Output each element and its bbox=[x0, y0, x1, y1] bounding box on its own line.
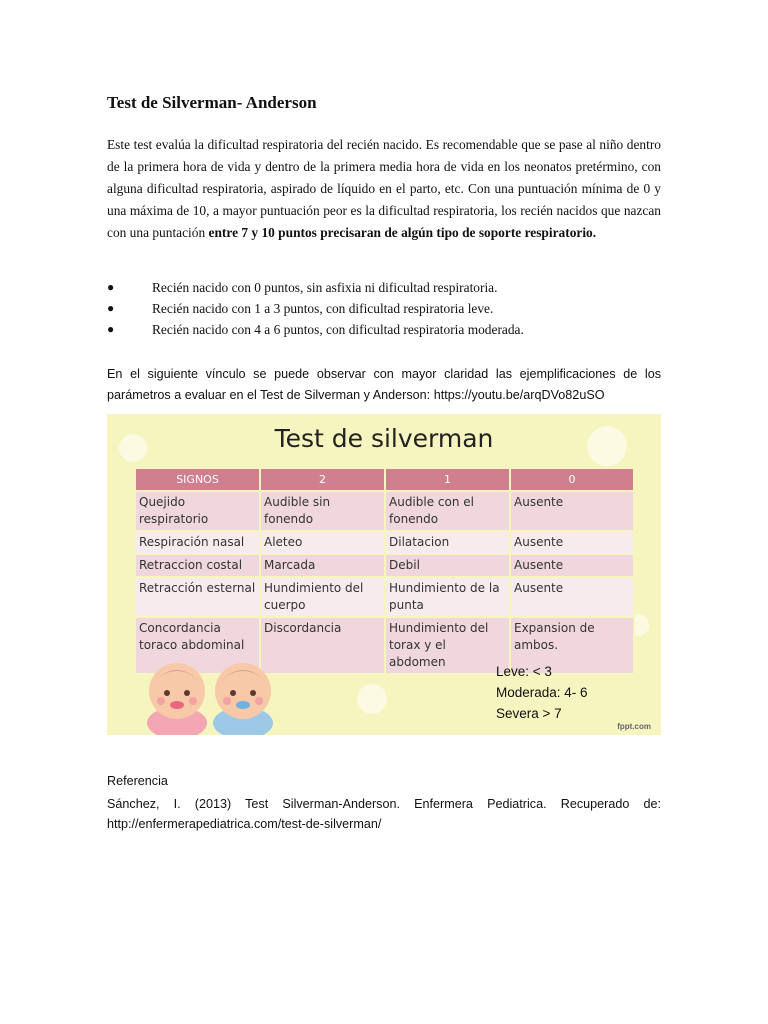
bullet-item bbox=[107, 319, 661, 340]
table-cell: Marcada bbox=[260, 554, 385, 577]
table-row bbox=[135, 577, 634, 617]
table-cell: Hundimiento del torax y el abdomen bbox=[385, 617, 510, 674]
table-cell: Retraccion costal bbox=[135, 554, 260, 577]
table-cell: Respiración nasal bbox=[135, 531, 260, 554]
column-header: SIGNOS bbox=[135, 468, 260, 491]
table-cell: Concordancia toraco abdominal bbox=[135, 617, 260, 674]
table-row bbox=[135, 554, 634, 577]
table-row bbox=[135, 491, 634, 531]
reference-body bbox=[107, 794, 661, 834]
table-cell: Dilatacion bbox=[385, 531, 510, 554]
bullet-item bbox=[107, 298, 661, 319]
bullet-icon: ● bbox=[107, 301, 115, 315]
reference-link[interactable]: http://enfermerapediatrica.com/test-de-silverman/ bbox=[107, 817, 382, 831]
bullet-item bbox=[107, 277, 661, 298]
column-header: 0 bbox=[510, 468, 634, 491]
decor-bubble bbox=[357, 684, 387, 714]
table-row bbox=[135, 531, 634, 554]
scale-leve: Leve: < 3 bbox=[496, 664, 552, 679]
table-cell: Expansion de ambos. bbox=[510, 617, 634, 674]
babies-illustration bbox=[135, 657, 285, 735]
reference-title: Referencia bbox=[107, 774, 168, 788]
brand-watermark: fppt.com bbox=[617, 722, 651, 731]
table-cell: Aleteo bbox=[260, 531, 385, 554]
silverman-table bbox=[134, 467, 635, 675]
bullet-text: Recién nacido con 1 a 3 puntos, con dificultad respiratoria leve. bbox=[152, 301, 494, 316]
bullet-icon: ● bbox=[107, 280, 115, 294]
severity-scale bbox=[496, 661, 588, 724]
table-cell: Audible con el fonendo bbox=[385, 491, 510, 531]
scale-severa: Severa > 7 bbox=[496, 706, 562, 721]
table-cell: Debil bbox=[385, 554, 510, 577]
table-cell: Discordancia bbox=[260, 617, 385, 674]
intro-paragraph bbox=[107, 134, 661, 244]
bullet-icon: ● bbox=[107, 322, 115, 336]
table-cell: Audible sin fonendo bbox=[260, 491, 385, 531]
table-cell: Ausente bbox=[510, 554, 634, 577]
scale-moderada: Moderada: 4- 6 bbox=[496, 685, 588, 700]
table-cell: Hundimiento del cuerpo bbox=[260, 577, 385, 617]
link-paragraph-text: En el siguiente vínculo se puede observar con mayor claridad las ejemplificaciones de los parámetros a evaluar en el Test de Silverman y Anderson: bbox=[107, 367, 661, 402]
intro-bold-text: entre 7 y 10 puntos precisaran de algún tipo de soporte respiratorio. bbox=[208, 225, 597, 240]
slide-title: Test de silverman bbox=[274, 424, 494, 453]
silverman-slide-image bbox=[107, 414, 661, 735]
table-cell: Retracción esternal bbox=[135, 577, 260, 617]
table-cell: Quejido respiratorio bbox=[135, 491, 260, 531]
table-header-row bbox=[135, 468, 634, 491]
table-cell: Ausente bbox=[510, 577, 634, 617]
table-cell: Ausente bbox=[510, 531, 634, 554]
reference-text: Sánchez, I. (2013) Test Silverman-Anderson. Enfermera Pediatrica. Recuperado de: bbox=[107, 797, 661, 811]
column-header: 2 bbox=[260, 468, 385, 491]
bullet-text: Recién nacido con 4 a 6 puntos, con dificultad respiratoria moderada. bbox=[152, 322, 524, 337]
document-heading: Test de Silverman- Anderson bbox=[107, 93, 317, 112]
score-bullet-list bbox=[107, 277, 661, 340]
bullet-text: Recién nacido con 0 puntos, sin asfixia ni dificultad respiratoria. bbox=[152, 280, 498, 295]
link-paragraph bbox=[107, 364, 661, 406]
intro-text: Este test evalúa la dificultad respiratoria del recién nacido. Es recomendable que se pase al niño dentro de la primera hora de vida y dentro de la primera media hora de vida en los neonatos pretérmino, con alguna dificultad respiratoria, aspirado de líquido en el parto, etc. Con una puntuación mínima de 0 y una máxima de 10, a mayor puntuación peor es la dificultad respiratoria, los recién nacidos que nazcan con una puntación bbox=[107, 137, 661, 240]
table-cell: Hundimiento de la punta bbox=[385, 577, 510, 617]
table-cell: Ausente bbox=[510, 491, 634, 531]
column-header: 1 bbox=[385, 468, 510, 491]
video-link[interactable]: https://youtu.be/arqDVo82uSO bbox=[433, 388, 605, 402]
